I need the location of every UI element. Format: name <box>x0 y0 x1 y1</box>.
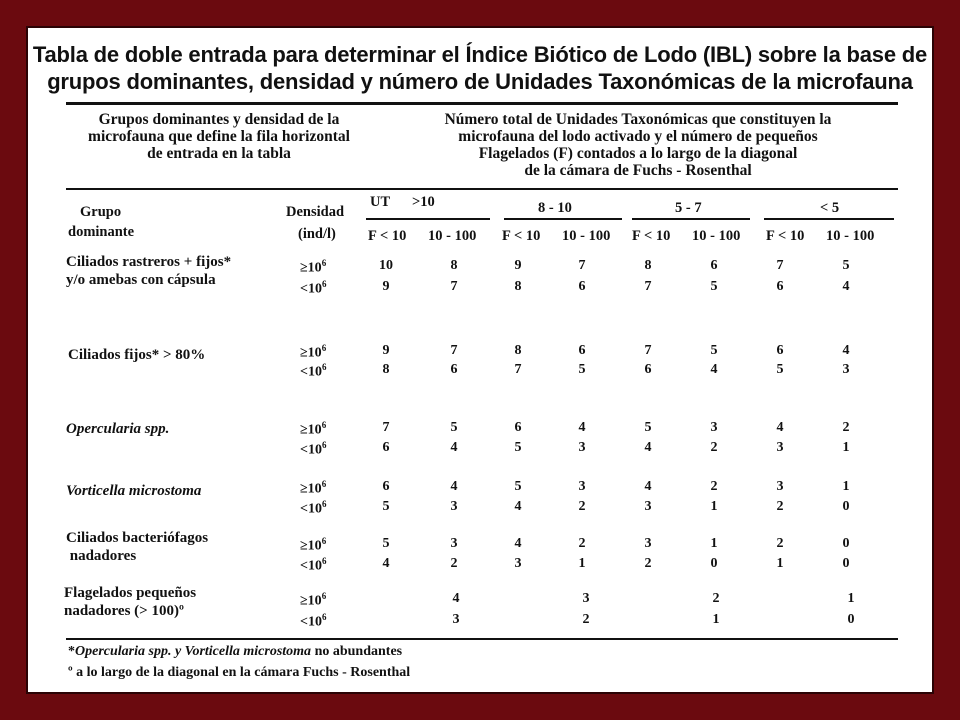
table-cell: 3 <box>450 536 458 551</box>
row-2-group-line-1: Ciliados fijos* > 80% <box>68 347 206 363</box>
row-3-group-line-1: Opercularia spp. <box>66 421 170 437</box>
table-cell: 2 <box>776 499 784 514</box>
table-cell: 3 <box>710 420 718 435</box>
table-cell: 2 <box>710 440 718 455</box>
title-line-2: grupos dominantes, densidad y número de Unidades Taxonómicas de la microfauna <box>47 69 913 94</box>
table-cell: 4 <box>514 499 522 514</box>
subhead-f-10-100-1: 10 - 100 <box>428 228 477 244</box>
density-base: <10 <box>300 281 322 297</box>
ut-underline-1 <box>366 218 490 220</box>
density-exponent: 6 <box>321 258 327 268</box>
row-5-group <box>66 529 208 565</box>
table-cell: 3 <box>578 479 586 494</box>
table-cell: 2 <box>776 536 784 551</box>
table-cell: 3 <box>776 440 784 455</box>
table-cell: 1 <box>712 612 720 627</box>
ut-underline-3 <box>632 218 750 220</box>
table-cell: 5 <box>710 343 718 358</box>
table-cell: 6 <box>578 343 586 358</box>
row-6-group <box>64 584 196 620</box>
density-exponent: 6 <box>321 556 327 566</box>
table-cell: 2 <box>582 612 590 627</box>
ut-underline-2 <box>504 218 622 220</box>
table-cell: 3 <box>776 479 784 494</box>
density-base: ≥10 <box>300 593 322 609</box>
table-cell: 7 <box>514 362 522 377</box>
density-base: ≥10 <box>300 260 322 276</box>
table-cell: 2 <box>578 536 586 551</box>
table-cell: 3 <box>578 440 586 455</box>
density-lt-row-6 <box>300 612 326 631</box>
table-cell: 4 <box>644 479 652 494</box>
table-cell: 0 <box>842 556 850 571</box>
density-exponent: 6 <box>321 420 327 430</box>
table-cell: 5 <box>776 362 784 377</box>
table-cell: 6 <box>644 362 652 377</box>
row-5-group-line-1: Ciliados bacteriófagos <box>66 530 209 546</box>
density-lt-row-1 <box>300 279 326 298</box>
density-base: <10 <box>300 558 322 574</box>
density-base: ≥10 <box>300 345 322 361</box>
table-cell: 7 <box>578 258 586 273</box>
row-3-group <box>66 420 169 438</box>
ut-group-1: >10 <box>412 194 435 210</box>
ut-group-3: 5 - 7 <box>675 200 702 216</box>
footnote-2: º a lo largo de la diagonal en la cámara Fuchs - Rosenthal <box>68 665 411 680</box>
ut-underline-4 <box>764 218 894 220</box>
subhead-f-lt10-2: F < 10 <box>502 228 541 244</box>
table-cell: 4 <box>578 420 586 435</box>
table-cell: 6 <box>382 479 390 494</box>
table-cell: 6 <box>578 279 586 294</box>
table-cell: 7 <box>450 343 458 358</box>
density-exponent: 6 <box>321 591 327 601</box>
row-2-group <box>68 346 205 364</box>
density-base: ≥10 <box>300 481 322 497</box>
density-ge-row-5 <box>300 536 326 555</box>
density-lt-row-5 <box>300 556 326 575</box>
table-cell: 0 <box>710 556 718 571</box>
table-cell: 2 <box>712 591 720 606</box>
ut-group-2: 8 - 10 <box>538 200 572 216</box>
subhead-f-10-100-4: 10 - 100 <box>826 228 875 244</box>
header-right-line-1: Número total de Unidades Taxonómicas que constituyen la <box>444 111 832 128</box>
col-grupo-line-1: Grupo <box>80 204 122 220</box>
density-base: ≥10 <box>300 422 322 438</box>
density-lt-row-2 <box>300 362 326 381</box>
table-cell: 8 <box>644 258 652 273</box>
table-cell: 8 <box>450 258 458 273</box>
density-ge-row-1 <box>300 258 326 277</box>
col-densidad-line-1: Densidad <box>286 204 345 220</box>
table-cell: 3 <box>582 591 590 606</box>
table-cell: 0 <box>842 536 850 551</box>
row-1-group-line-2: y/o amebas con cápsula <box>66 272 216 288</box>
row-4-group <box>66 482 201 500</box>
subhead-f-lt10-1: F < 10 <box>368 228 407 244</box>
density-exponent: 6 <box>321 612 327 622</box>
row-1-group-line-1: Ciliados rastreros + fijos* <box>66 254 232 270</box>
rule-bottom <box>66 638 898 640</box>
table-cell: 4 <box>514 536 522 551</box>
table-cell: 2 <box>644 556 652 571</box>
row-1-group <box>66 253 231 289</box>
table-cell: 7 <box>644 343 652 358</box>
table-cell: 4 <box>382 556 390 571</box>
table-cell: 3 <box>450 499 458 514</box>
table-cell: 1 <box>842 440 850 455</box>
table-cell: 7 <box>382 420 390 435</box>
header-left-line-2: microfauna que define la fila horizontal <box>88 128 350 145</box>
subhead-f-10-100-3: 10 - 100 <box>692 228 741 244</box>
subhead-f-lt10-3: F < 10 <box>632 228 671 244</box>
table-cell: 6 <box>710 258 718 273</box>
rule-header <box>66 188 898 190</box>
col-grupo-line-2: dominante <box>68 224 135 240</box>
table-cell: 6 <box>382 440 390 455</box>
subhead-f-10-100-2: 10 - 100 <box>562 228 611 244</box>
table-cell: 4 <box>776 420 784 435</box>
header-left-line-3: de entrada en la tabla <box>147 145 291 162</box>
table-cell: 9 <box>382 279 390 294</box>
table-cell: 0 <box>847 612 855 627</box>
header-right-line-2: microfauna del lodo activado y el número de pequeños <box>458 128 818 145</box>
table-cell: 7 <box>450 279 458 294</box>
density-base: <10 <box>300 614 322 630</box>
table-cell: 8 <box>514 279 522 294</box>
table-cell: 5 <box>382 536 390 551</box>
density-exponent: 6 <box>321 479 327 489</box>
table-cell: 5 <box>514 479 522 494</box>
density-ge-row-4 <box>300 479 326 498</box>
row-6-group-line-2: nadadores (> 100)º <box>64 603 184 619</box>
table-cell: 1 <box>578 556 586 571</box>
density-exponent: 6 <box>321 440 327 450</box>
density-ge-row-3 <box>300 420 326 439</box>
table-cell: 3 <box>644 499 652 514</box>
table-cell: 8 <box>514 343 522 358</box>
density-ge-row-6 <box>300 591 326 610</box>
density-exponent: 6 <box>321 362 327 372</box>
table-cell: 6 <box>514 420 522 435</box>
document-frame <box>26 26 934 694</box>
table-cell: 4 <box>644 440 652 455</box>
ut-label: UT <box>370 194 391 210</box>
table-cell: 1 <box>710 499 718 514</box>
table-cell: 7 <box>776 258 784 273</box>
table-cell: 6 <box>776 279 784 294</box>
row-6-group-line-1: Flagelados pequeños <box>64 585 197 601</box>
table-cell: 3 <box>452 612 460 627</box>
table-cell: 1 <box>842 479 850 494</box>
table-cell: 3 <box>644 536 652 551</box>
row-5-group-line-2: nadadores <box>66 548 137 564</box>
density-base: ≥10 <box>300 538 322 554</box>
header-right-line-4: de la cámara de Fuchs - Rosenthal <box>524 162 752 179</box>
table-cell: 4 <box>710 362 718 377</box>
density-base: <10 <box>300 501 322 517</box>
density-lt-row-3 <box>300 440 326 459</box>
subhead-f-lt10-4: F < 10 <box>766 228 805 244</box>
density-exponent: 6 <box>321 279 327 289</box>
table-cell: 5 <box>842 258 850 273</box>
table-cell: 3 <box>514 556 522 571</box>
density-base: <10 <box>300 442 322 458</box>
table-cell: 1 <box>847 591 855 606</box>
table-cell: 5 <box>578 362 586 377</box>
table-cell: 1 <box>710 536 718 551</box>
table-cell: 2 <box>710 479 718 494</box>
table-cell: 9 <box>382 343 390 358</box>
header-left-line-1: Grupos dominantes y densidad de la <box>98 111 340 128</box>
table-cell: 9 <box>514 258 522 273</box>
density-exponent: 6 <box>321 343 327 353</box>
table-cell: 4 <box>450 440 458 455</box>
table-cell: 4 <box>450 479 458 494</box>
table-cell: 5 <box>450 420 458 435</box>
table-cell: 5 <box>514 440 522 455</box>
header-right <box>408 111 868 179</box>
header-left <box>64 111 374 162</box>
table-cell: 5 <box>644 420 652 435</box>
density-base: <10 <box>300 364 322 380</box>
row-4-group-line-1: Vorticella microstoma <box>66 483 202 499</box>
table-cell: 10 <box>379 258 393 273</box>
table-cell: 4 <box>452 591 460 606</box>
footnote-1 <box>68 644 402 660</box>
table-cell: 4 <box>842 279 850 294</box>
table-cell: 4 <box>842 343 850 358</box>
table-cell: 0 <box>842 499 850 514</box>
ut-group-4: < 5 <box>820 200 840 216</box>
footnote-1-rest: no abundantes <box>311 644 403 659</box>
title-line-1: Tabla de doble entrada para determinar el Índice Biótico de Lodo (IBL) sobre la base de <box>32 42 928 67</box>
footnote-1-star: * <box>68 644 75 659</box>
col-densidad-line-2: (ind/l) <box>298 226 336 242</box>
footnote-1-italic: Opercularia spp. y Vorticella microstoma <box>75 644 312 659</box>
table-cell: 3 <box>842 362 850 377</box>
table-cell: 5 <box>382 499 390 514</box>
density-exponent: 6 <box>321 536 327 546</box>
density-lt-row-4 <box>300 499 326 518</box>
header-right-line-3: Flagelados (F) contados a lo largo de la diagonal <box>478 145 798 162</box>
table-cell: 8 <box>382 362 390 377</box>
table-cell: 2 <box>450 556 458 571</box>
table-cell: 7 <box>644 279 652 294</box>
table-cell: 6 <box>450 362 458 377</box>
density-exponent: 6 <box>321 499 327 509</box>
table-cell: 5 <box>710 279 718 294</box>
table-cell: 2 <box>578 499 586 514</box>
table-cell: 1 <box>776 556 784 571</box>
rule-top <box>66 102 898 105</box>
table-cell: 6 <box>776 343 784 358</box>
table-cell: 2 <box>842 420 850 435</box>
density-ge-row-2 <box>300 343 326 362</box>
